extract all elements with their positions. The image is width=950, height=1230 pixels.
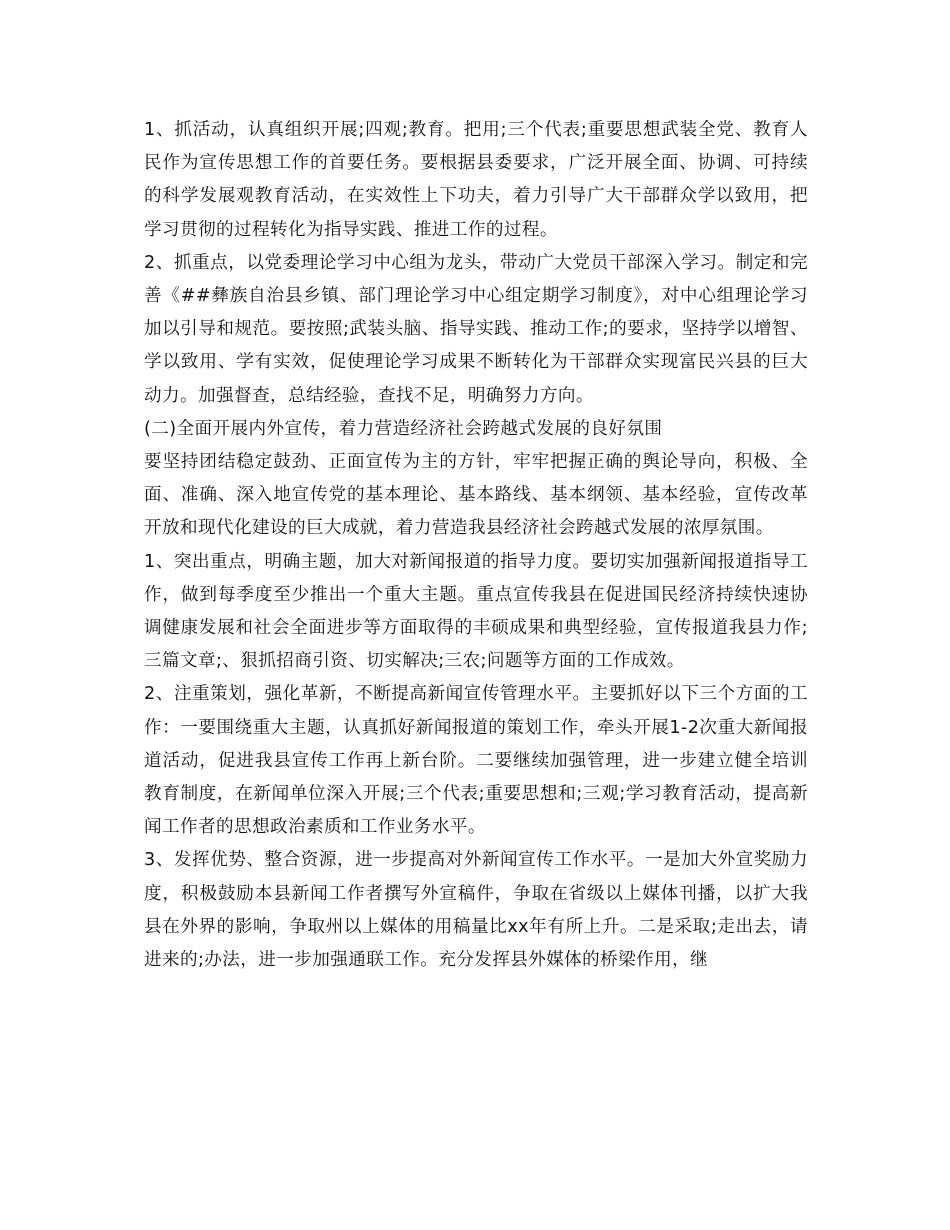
document-body xyxy=(144,114,808,977)
paragraph-key-points: 2、抓重点，以党委理论学习中心组为龙头，带动广大党员干部深入学习。制定和完善《##彝族自治县乡镇、部门理论学习中心组定期学习制度》，对中心组理论学习加以引导和规范。要按照;武装头脑、指导实践、推动工作;的要求，坚持学以增智、学以致用、学有实效，促使理论学习成果不断转化为干部群众实现富民兴县的巨大动力。加强督查，总结经验，查找不足，明确努力方向。 xyxy=(144,252,808,406)
paragraph-activity: 1、抓活动，认真组织开展;四观;教育。把用;三个代表;重要思想武装全党、教育人民作为宣传思想工作的首要任务。要根据县委要求，广泛开展全面、协调、可持续的科学发展观教育活动，在实效性上下功夫，着力引导广大干部群众学以致用，把学习贯彻的过程转化为指导实践、推进工作的过程。 xyxy=(144,120,808,240)
paragraph-news-guidance: 1、突出重点，明确主题，加大对新闻报道的指导力度。要切实加强新闻报道指导工作，做到每季度至少推出一个重大主题。重点宣传我县在促进国民经济持续快速协调健康发展和社会全面进步等方面取得的丰硕成果和典型经验，宣传报道我县力作;三篇文章;、狠抓招商引资、切实解决;三农;问题等方面的工作成效。 xyxy=(144,551,808,672)
paragraph-publicity-policy: 要坚持团结稳定鼓劲、正面宣传为主的方针，牢牢把握正确的舆论导向，积极、全面、准确、深入地宣传党的基本理论、基本路线、基本纲领、基本经验，宣传改革开放和现代化建设的巨大成就，着力营造我县经济社会跨越式发展的浓厚氛围。 xyxy=(144,452,808,539)
paragraph-news-planning: 2、注重策划，强化革新，不断提高新闻宣传管理水平。主要抓好以下三个方面的工作：一要围绕重大主题，认真抓好新闻报道的策划工作，牵头开展1-2次重大新闻报道活动，促进我县宣传工作再上新台阶。二要继续加强管理，进一步建立健全培训教育制度，在新闻单位深入开展;三个代表;重要思想和;三观;学习教育活动，提高新闻工作者的思想政治素质和工作业务水平。 xyxy=(144,684,808,838)
paragraph-external-publicity: 3、发挥优势、整合资源，进一步提高对外新闻宣传工作水平。一是加大外宣奖励力度，积极鼓励本县新闻工作者撰写外宣稿件，争取在省级以上媒体刊播，以扩大我县在外界的影响，争取州以上媒体的用稿量比xx年有所上升。二是采取;走出去，请进来的;办法，进一步加强通联工作。充分发挥县外媒体的桥梁作用，继 xyxy=(144,850,808,971)
section-heading: (二)全面开展内外宣传，着力营造经济社会跨越式发展的良好氛围 xyxy=(144,418,663,439)
